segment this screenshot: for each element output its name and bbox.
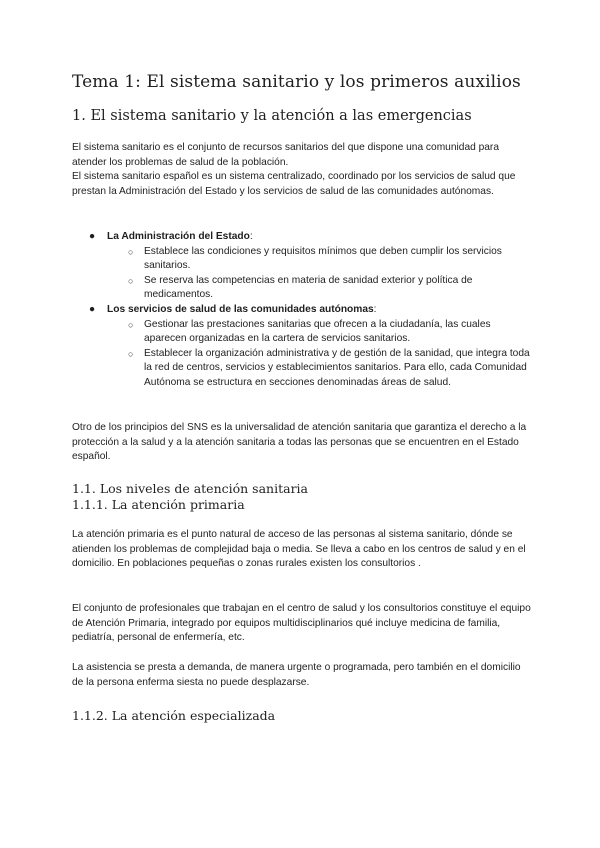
sub-bullet-item bbox=[72, 318, 532, 347]
primaria-paragraph: La atención primaria es el punto natural de acceso de las personas al sistema sanitario, dónde se atienden los problemas de complejidad baja o media. Se lleva a cabo en los centros de salud y en el domicilio. En poblaciones pequeñas o zonas rurales existen los consultorios . bbox=[72, 529, 526, 570]
sub-bullet-text: Establecer la organización administrativa y de gestión de la sanidad, que integra toda la red de centros, servicios y establecimientos sanitarios. Para ello, cada Comunidad Autónoma se estructura en secciones denominadas áreas de salud. bbox=[144, 347, 530, 388]
intro-paragraph: El sistema sanitario español es un sistema centralizado, coordinado por los servicios de salud que prestan la Administración del Estado y los servicios de salud de las comunidades autónomas. bbox=[72, 171, 516, 197]
bullet-icon: ● bbox=[89, 304, 96, 315]
bullet-suffix: : bbox=[373, 304, 377, 315]
sub-bullet-icon: ○ bbox=[128, 246, 134, 257]
subsubsection-heading: 1.1.2. La atención especializada bbox=[72, 708, 276, 723]
sub-bullet-text: Se reserva las competencias en materia de sanidad exterior y política de medicamentos. bbox=[144, 274, 473, 301]
bullet-label: Los servicios de salud de las comunidades autónomas bbox=[107, 304, 374, 315]
sub-bullet-item bbox=[72, 274, 532, 303]
sub-bullet-text: Establece las condiciones y requisitos mínimos que deben cumplir los servicios sanitarios. bbox=[144, 245, 502, 272]
subsubsection-heading: 1.1.1. La atención primaria bbox=[72, 497, 245, 512]
section-heading: 1. El sistema sanitario y la atención a las emergencias bbox=[72, 108, 472, 124]
principio-paragraph: Otro de los principios del SNS es la universalidad de atención sanitaria que garantiza el derecho a la protección a la salud y a la atención sanitaria a todas las personas que se encuentren en el Estado español. bbox=[72, 422, 527, 463]
sub-bullet-item bbox=[72, 245, 532, 274]
bullet-list-estado bbox=[72, 230, 532, 303]
sub-bullet-icon: ○ bbox=[128, 319, 134, 330]
intro-block bbox=[72, 141, 534, 199]
sub-bullet-text: Gestionar las prestaciones sanitarias que ofrecen a la ciudadanía, las cuales aparecen organizadas en la cartera de servicios sanitarios. bbox=[144, 318, 491, 345]
bullet-list-ccaa bbox=[72, 303, 532, 391]
bullet-suffix: : bbox=[249, 231, 253, 242]
sub-bullet-icon: ○ bbox=[128, 275, 134, 286]
subsection-heading: 1.1. Los niveles de atención sanitaria bbox=[72, 481, 308, 496]
sub-bullet-item bbox=[72, 347, 532, 391]
sub-bullet-icon: ○ bbox=[128, 348, 134, 359]
primaria-paragraph: La asistencia se presta a demanda, de manera urgente o programada, pero también en el domicilio de la persona enferma siesta no puede desplazarse. bbox=[72, 662, 521, 688]
primaria-paragraph: El conjunto de profesionales que trabajan en el centro de salud y los consultorios constituye el equipo de Atención Primaria, integrado por equipos multidisciplinarios qué incluye medicina de familia, pediatría, personal de enfermería, etc. bbox=[72, 603, 531, 644]
bullet-item bbox=[72, 230, 532, 245]
bullet-label: La Administración del Estado bbox=[107, 231, 250, 242]
bullet-icon: ● bbox=[89, 231, 96, 242]
document-title: Tema 1: El sistema sanitario y los primeros auxilios bbox=[72, 72, 521, 92]
intro-paragraph: El sistema sanitario es el conjunto de recursos sanitarios del que dispone una comunidad para atender los problemas de salud de la población. bbox=[72, 142, 499, 168]
bullet-item bbox=[72, 303, 532, 318]
